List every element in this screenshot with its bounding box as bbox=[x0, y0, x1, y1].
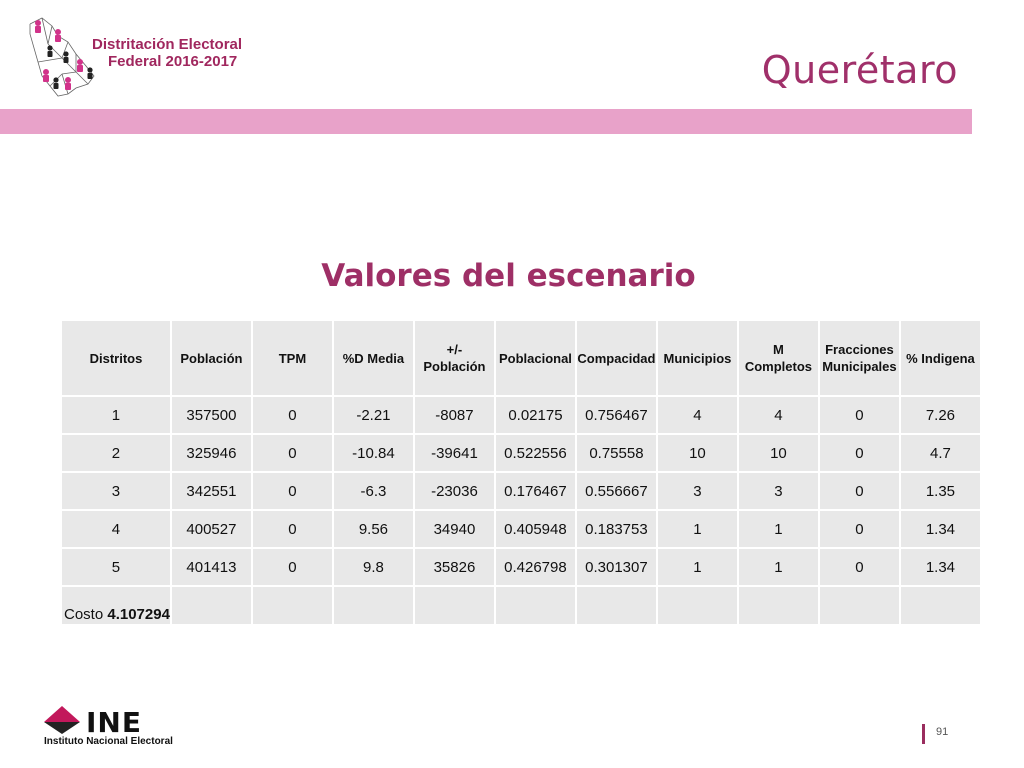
redistricting-map-logo-icon bbox=[28, 14, 98, 104]
table-cell: -23036 bbox=[415, 473, 494, 509]
table-cell bbox=[334, 587, 413, 624]
table-cell: 10 bbox=[739, 435, 818, 471]
table-cell: 0 bbox=[820, 511, 899, 547]
table-cell: 4.7 bbox=[901, 435, 980, 471]
table-row bbox=[62, 549, 980, 585]
table-cell: 1 bbox=[658, 549, 737, 585]
table-cell: 0 bbox=[820, 397, 899, 433]
column-header: Poblacional bbox=[496, 321, 575, 395]
logo-title-word: Federal bbox=[108, 53, 162, 70]
header-divider-bar bbox=[0, 109, 972, 134]
table-cell bbox=[901, 587, 980, 624]
column-header: +/- Población bbox=[415, 321, 494, 395]
table-cell: 0.405948 bbox=[496, 511, 575, 547]
table-cell bbox=[172, 587, 251, 624]
table-cell: 4 bbox=[62, 511, 170, 547]
table-cell: 3 bbox=[62, 473, 170, 509]
ine-logo-text: INE bbox=[86, 706, 142, 739]
distritacion-logo bbox=[28, 14, 278, 104]
table-cell: 1 bbox=[739, 511, 818, 547]
table-cell: -6.3 bbox=[334, 473, 413, 509]
table-cell: 1.34 bbox=[901, 549, 980, 585]
cost-label: Costo bbox=[64, 606, 104, 623]
table-cell: 0.756467 bbox=[577, 397, 656, 433]
table-row bbox=[62, 473, 980, 509]
column-header: M Completos bbox=[739, 321, 818, 395]
table-cell: 0.301307 bbox=[577, 549, 656, 585]
table-row bbox=[62, 397, 980, 433]
cost-row bbox=[62, 587, 980, 624]
logo-title-line2 bbox=[108, 53, 237, 70]
table-cell: -8087 bbox=[415, 397, 494, 433]
table-header-row bbox=[62, 321, 980, 395]
ine-diamond-logo-icon bbox=[40, 704, 84, 736]
table-cell: 10 bbox=[658, 435, 737, 471]
table-cell: 34940 bbox=[415, 511, 494, 547]
table-cell: 4 bbox=[739, 397, 818, 433]
section-title: Valores del escenario bbox=[321, 258, 696, 294]
scenario-values-table bbox=[60, 319, 982, 626]
table-cell: 0 bbox=[253, 397, 332, 433]
table-cell: -39641 bbox=[415, 435, 494, 471]
table-row bbox=[62, 511, 980, 547]
table-cell bbox=[820, 587, 899, 624]
ine-logo-subtitle: Instituto Nacional Electoral bbox=[44, 736, 173, 747]
table-cell: 2 bbox=[62, 435, 170, 471]
table-cell: 401413 bbox=[172, 549, 251, 585]
table-cell: 0 bbox=[253, 511, 332, 547]
table-cell bbox=[253, 587, 332, 624]
table-cell: 3 bbox=[739, 473, 818, 509]
table-cell: 1 bbox=[658, 511, 737, 547]
page-marker bbox=[922, 724, 925, 744]
column-header: TPM bbox=[253, 321, 332, 395]
table-cell bbox=[739, 587, 818, 624]
column-header: %D Media bbox=[334, 321, 413, 395]
logo-title-line1: Distritación Electoral bbox=[92, 36, 243, 53]
table-cell: -10.84 bbox=[334, 435, 413, 471]
table-cell: 35826 bbox=[415, 549, 494, 585]
ine-logo bbox=[40, 704, 180, 750]
column-header: Fracciones Municipales bbox=[820, 321, 899, 395]
table-cell: 342551 bbox=[172, 473, 251, 509]
table-cell: 9.56 bbox=[334, 511, 413, 547]
table-cell: 0.02175 bbox=[496, 397, 575, 433]
column-header: Municipios bbox=[658, 321, 737, 395]
cost-cell bbox=[62, 587, 170, 624]
table-cell: 7.26 bbox=[901, 397, 980, 433]
column-header: Población bbox=[172, 321, 251, 395]
table-cell: 4 bbox=[658, 397, 737, 433]
table-cell: 400527 bbox=[172, 511, 251, 547]
column-header: Compacidad bbox=[577, 321, 656, 395]
table-cell: 0.183753 bbox=[577, 511, 656, 547]
table-cell: 0.556667 bbox=[577, 473, 656, 509]
table-cell: 0 bbox=[820, 473, 899, 509]
table-cell: 9.8 bbox=[334, 549, 413, 585]
table-cell: 1 bbox=[62, 397, 170, 433]
table-cell: 0.522556 bbox=[496, 435, 575, 471]
table-cell bbox=[415, 587, 494, 624]
table-cell: 0 bbox=[253, 549, 332, 585]
table-cell: 1.35 bbox=[901, 473, 980, 509]
page-number: 91 bbox=[936, 726, 949, 738]
table-cell: 5 bbox=[62, 549, 170, 585]
state-title: Querétaro bbox=[761, 48, 958, 92]
table-cell: 3 bbox=[658, 473, 737, 509]
table-cell: 0 bbox=[820, 435, 899, 471]
table-cell: 0.176467 bbox=[496, 473, 575, 509]
column-header: Distritos bbox=[62, 321, 170, 395]
table-cell bbox=[658, 587, 737, 624]
cost-value: 4.107294 bbox=[107, 606, 170, 623]
table-cell: -2.21 bbox=[334, 397, 413, 433]
column-header: % Indigena bbox=[901, 321, 980, 395]
table-row bbox=[62, 435, 980, 471]
table-cell: 0 bbox=[820, 549, 899, 585]
table-cell: 0 bbox=[253, 473, 332, 509]
table-cell: 357500 bbox=[172, 397, 251, 433]
table-cell bbox=[496, 587, 575, 624]
table-cell bbox=[577, 587, 656, 624]
table-cell: 0.426798 bbox=[496, 549, 575, 585]
logo-title-year: 2016-2017 bbox=[165, 53, 238, 70]
table-cell: 1 bbox=[739, 549, 818, 585]
table-cell: 0.75558 bbox=[577, 435, 656, 471]
table-cell: 1.34 bbox=[901, 511, 980, 547]
table-cell: 0 bbox=[253, 435, 332, 471]
table-cell: 325946 bbox=[172, 435, 251, 471]
